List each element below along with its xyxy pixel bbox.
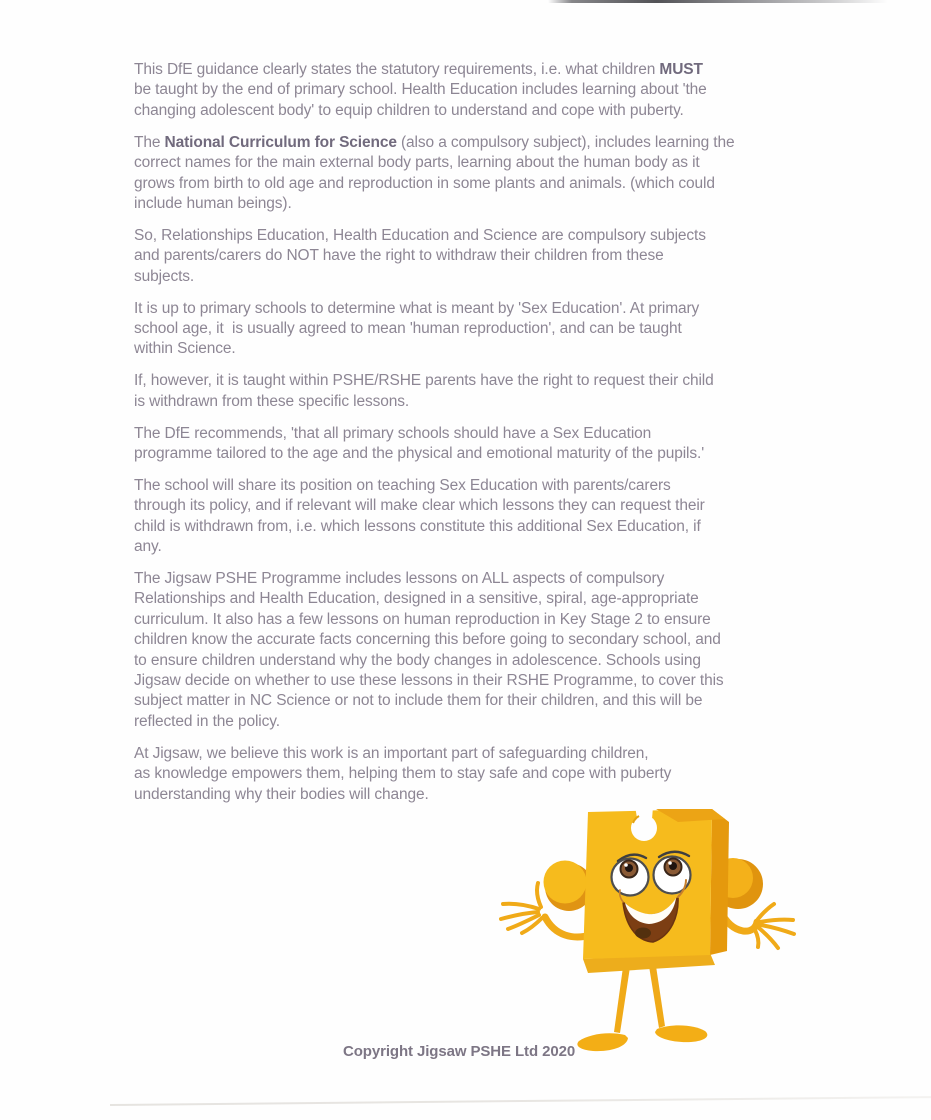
jigsaw-mascot-illustration [475,795,835,1065]
text-line: This DfE guidance clearly states the statutory requirements, i.e. what children MUST [134,61,703,78]
text-line: The DfE recommends, 'that all primary schools should have a Sex Education [134,424,652,442]
text-line: Relationships and Health Education, designed in a sensitive, spiral, age-appropriate [134,590,699,608]
paragraph [134,226,814,287]
text-line: If, however, it is taught within PSHE/RSHE parents have the right to request their child [134,372,714,390]
paragraph [134,133,814,215]
text-line: The Jigsaw PSHE Programme includes lessons on ALL aspects of compulsory [134,570,665,588]
text-line: and parents/carers do NOT have the right to withdraw their children from these [134,247,664,265]
scan-artifact-bottom-edge [110,1096,931,1106]
text-line: any. [134,538,162,556]
paragraph [134,299,814,360]
text-line: So, Relationships Education, Health Education and Science are compulsory subjects [134,226,706,244]
text-line: as knowledge empowers them, helping them to stay safe and cope with puberty [134,765,672,783]
text-line: through its policy, and if relevant will make clear which lessons they can request their [134,497,705,515]
text-line: programme tailored to the age and the physical and emotional maturity of the pupils.' [134,445,705,462]
text-line: At Jigsaw, we believe this work is an important part of safeguarding children, [134,744,649,762]
text-line: Jigsaw decide on whether to use these lessons in their RSHE Programme, to cover this [134,672,724,690]
scan-artifact-top-edge [548,0,888,3]
paragraph [134,371,814,412]
text-line: The National Curriculum for Science (also a compulsory subject), includes learning the [134,133,735,151]
paragraph [134,424,814,465]
jigsaw-piece-icon [501,806,794,1051]
text-line: It is up to primary schools to determine what is meant by 'Sex Education'. At primary [134,299,700,317]
text-line: within Science. [134,340,236,358]
text-line: reflected in the policy. [134,712,280,730]
text-line: subjects. [134,267,195,285]
paragraph [134,476,814,558]
text-line: understanding why their bodies will change. [134,785,429,803]
text-line: curriculum. It also has a few lessons on human reproduction in Key Stage 2 to ensure [134,610,711,628]
paragraph [134,569,814,732]
text-line: correct names for the main external body parts, learning about the human body as it [134,154,700,172]
paragraph [134,60,814,121]
copyright-line: Copyright Jigsaw PSHE Ltd 2020 [343,1043,576,1060]
text-line: include human beings). [134,194,292,212]
text-line: children know the accurate facts concerning this before going to secondary school, and [134,631,721,649]
text-line: school age, it is usually agreed to mean 'human reproduction', and can be taught [134,319,682,337]
text-line: be taught by the end of primary school. Health Education includes learning about 'the [134,81,707,99]
text-line: child is withdrawn from, i.e. which lessons constitute this additional Sex Education, if [134,517,701,535]
document-paragraphs [134,60,814,817]
text-line: subject matter in NC Science or not to include them for their children, and this will be [134,692,703,710]
text-line: to ensure children understand why the body changes in adolescence. Schools using [134,651,701,669]
text-line: changing adolescent body' to equip children to understand and cope with puberty. [134,101,684,119]
text-line: The school will share its position on teaching Sex Education with parents/carers [134,476,671,494]
text-line: grows from birth to old age and reproduction in some plants and animals. (which could [134,174,715,192]
text-line: is withdrawn from these specific lessons. [134,392,410,410]
